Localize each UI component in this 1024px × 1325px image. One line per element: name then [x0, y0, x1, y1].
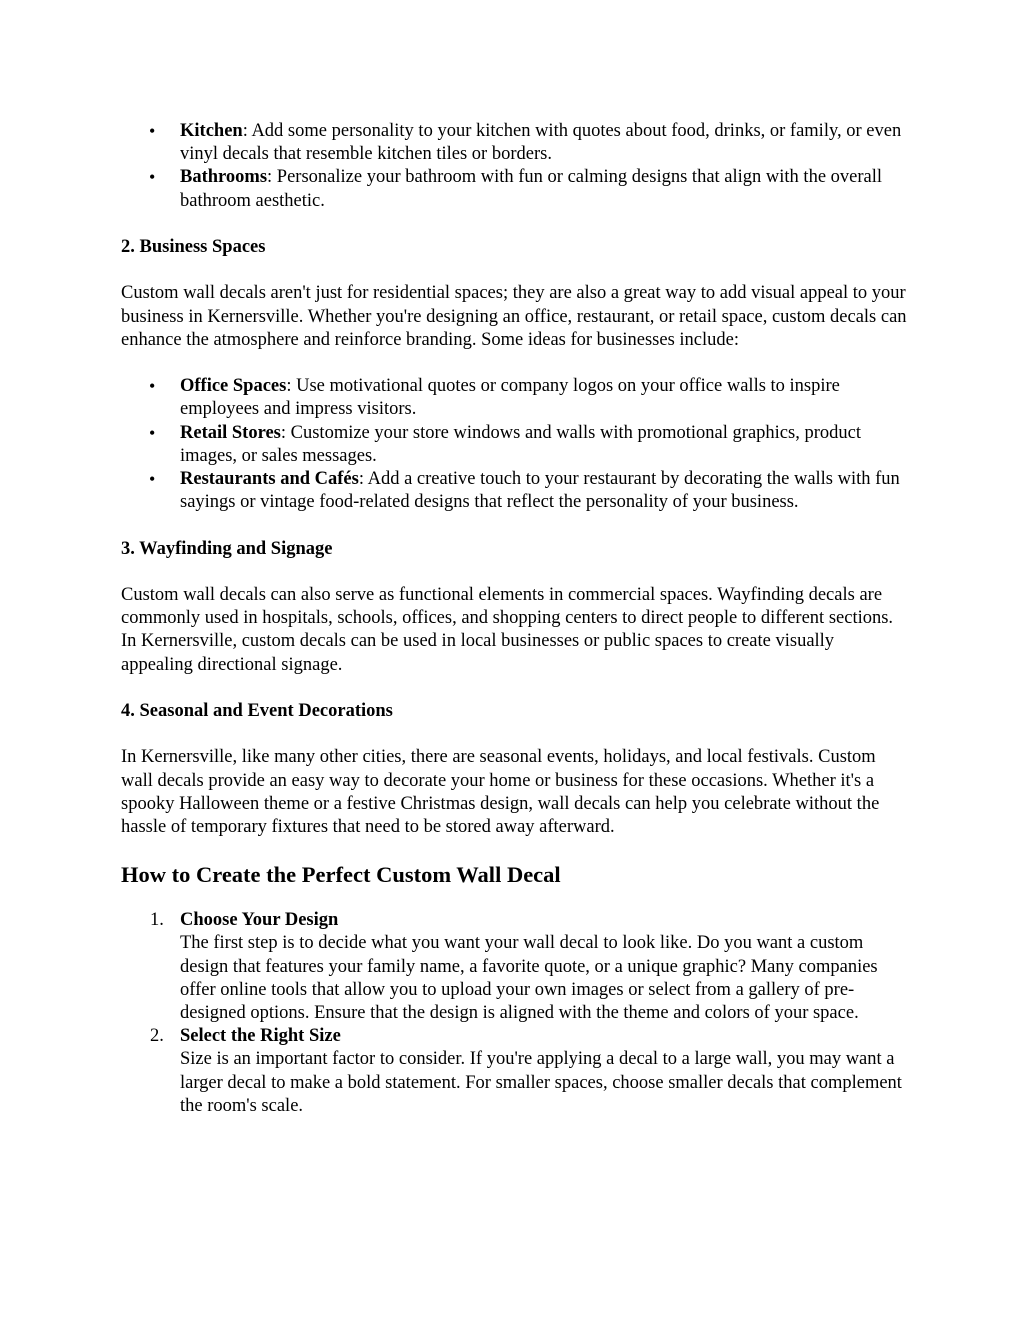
- list-item-kitchen: [121, 120, 907, 166]
- list-item-title: Bathrooms: [180, 167, 268, 188]
- step-title: Select the Right Size: [180, 1026, 341, 1047]
- section-heading-business: 2. Business Spaces: [121, 237, 266, 257]
- room-ideas-list: [121, 120, 907, 213]
- step-number: 1.: [150, 910, 164, 931]
- step-item: [121, 1025, 907, 1118]
- document-body: [121, 120, 907, 1118]
- bullet-icon: •: [149, 376, 156, 397]
- step-title: Choose Your Design: [180, 910, 339, 931]
- list-item-title: Restaurants and Cafés: [180, 469, 359, 489]
- bullet-icon: •: [149, 422, 156, 443]
- howto-steps-list: [121, 909, 907, 1118]
- list-item-text: : Customize your store windows and walls with promotional graphics, product images, or sales messages.: [180, 422, 861, 466]
- bullet-icon: •: [149, 167, 156, 188]
- list-item-text: : Use motivational quotes or company logos on your office walls to inspire employees and impress visitors.: [180, 376, 840, 420]
- step-item: [121, 909, 907, 1025]
- section-heading-howto: How to Create the Perfect Custom Wall Decal: [121, 862, 561, 888]
- business-paragraph: Custom wall decals aren't just for residential spaces; they are also a great way to add visual appeal to your business in Kernersville. Whether you're designing an office, restaurant, or retail space, custom decals can enhance the atmosphere and reinforce branding. Some ideas for businesses include:: [121, 283, 907, 350]
- step-number: 2.: [150, 1026, 164, 1047]
- seasonal-paragraph: In Kernersville, like many other cities, there are seasonal events, holidays, and local festivals. Custom wall decals provide an easy way to decorate your home or business for these occasions. Whether it's a spooky Halloween theme or a festive Christmas design, wall decals can help you celebrate without the hassle of temporary fixtures that need to be stored away afterward.: [121, 747, 880, 837]
- business-ideas-list: [121, 375, 907, 514]
- wayfinding-paragraph: Custom wall decals can also serve as functional elements in commercial spaces. Wayfinding decals are commonly used in hospitals, schools, offices, and shopping centers to direct people to different sections. In Kernersville, custom decals can be used in local businesses or public spaces to create visually appealing directional signage.: [121, 584, 894, 675]
- section-heading-wayfinding: 3. Wayfinding and Signage: [121, 538, 333, 559]
- list-item-retail-stores: [121, 422, 907, 468]
- bullet-icon: •: [149, 121, 156, 141]
- list-item-office-spaces: [121, 375, 907, 421]
- list-item-text: : Add some personality to your kitchen with quotes about food, drinks, or family, or even vinyl decals that resemble kitchen tiles or borders.: [180, 121, 902, 165]
- step-text: Size is an important factor to consider. If you're applying a decal to a large wall, you may want a larger decal to make a bold statement. For smaller spaces, choose smaller decals that complement the room's scale.: [180, 1049, 902, 1116]
- section-heading-seasonal: 4. Seasonal and Event Decorations: [121, 700, 393, 721]
- list-item-text: : Add a creative touch to your restaurant by decorating the walls with fun sayings or vintage food-related designs that reflect the personality of your business.: [180, 469, 900, 513]
- list-item-title: Retail Stores: [180, 422, 281, 443]
- step-text: The first step is to decide what you want your wall decal to look like. Do you want a custom design that features your family name, a favorite quote, or a unique graphic? Many companies offer online tools that allow you to upload your own images or select from a gallery of pre-designed options. Ensure that the design is aligned with the theme and colors of your space.: [180, 933, 878, 1023]
- bullet-icon: •: [149, 469, 156, 489]
- list-item-title: Office Spaces: [180, 376, 287, 397]
- list-item-text: : Personalize your bathroom with fun or calming designs that align with the overall bathroom aesthetic.: [180, 167, 883, 211]
- list-item-restaurants: [121, 468, 907, 514]
- list-item-bathrooms: [121, 166, 907, 212]
- list-item-title: Kitchen: [180, 121, 243, 141]
